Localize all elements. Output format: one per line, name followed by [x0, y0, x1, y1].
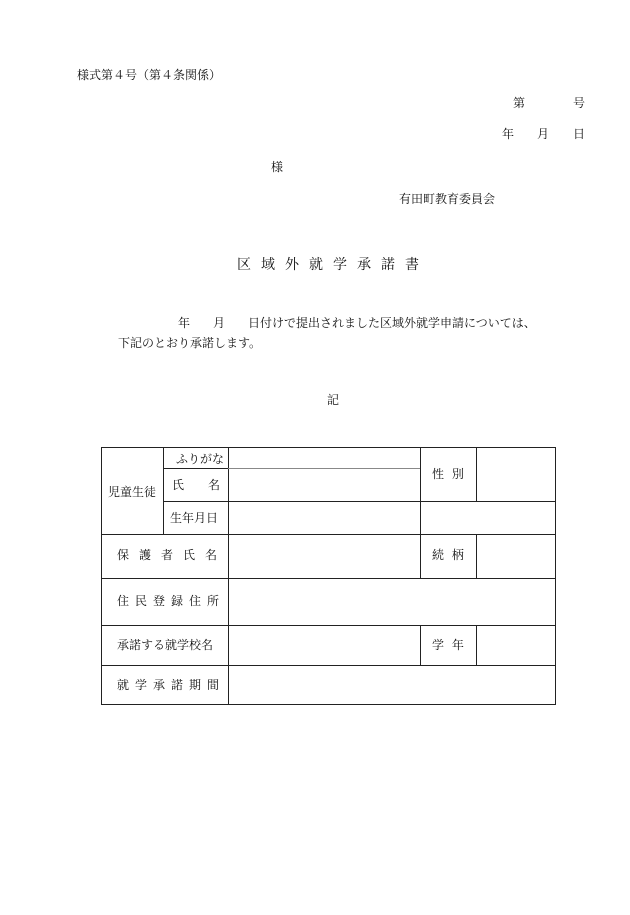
body-year-label: 年 — [178, 316, 191, 330]
document-number-suffix: 号 — [573, 96, 586, 110]
guardian-name-field[interactable] — [229, 535, 420, 578]
divider — [163, 448, 164, 534]
student-group-label: 児童生徒 — [108, 485, 157, 499]
date-month-label: 月 — [537, 127, 550, 141]
gender-field[interactable] — [477, 448, 555, 501]
relationship-label: 続 柄 — [432, 548, 466, 562]
document-title: 区域外就学承諾書 — [237, 257, 429, 273]
birthdate-label: 生年月日 — [170, 511, 219, 525]
body-text-line2: 下記のとおり承諾します。 — [118, 336, 262, 350]
period-label: 就学承諾期間 — [117, 678, 226, 692]
address-label: 住民登録住所 — [117, 594, 226, 608]
form-table — [101, 447, 556, 705]
relationship-field[interactable] — [477, 535, 555, 578]
school-name-label: 承諾する就学校名 — [117, 638, 214, 652]
divider — [163, 468, 228, 469]
school-name-field[interactable] — [229, 626, 420, 665]
period-field[interactable] — [229, 666, 555, 705]
divider — [420, 625, 421, 665]
document-number-label: 第 — [513, 96, 526, 110]
body-text-line1: 日付けで提出されました区域外就学申請については、 — [248, 316, 536, 330]
date-day-label: 日 — [573, 127, 586, 141]
furigana-label: ふりがな — [176, 452, 225, 466]
grade-label: 学 年 — [432, 638, 466, 652]
date-year-label: 年 — [502, 127, 515, 141]
addressee-suffix: 様 — [271, 160, 284, 174]
name-label-first: 氏 — [172, 478, 185, 492]
student-name-field[interactable] — [229, 469, 420, 501]
name-label-second: 名 — [208, 478, 221, 492]
address-field[interactable] — [229, 579, 555, 625]
body-month-label: 月 — [213, 316, 226, 330]
issuer-name: 有田町教育委員会 — [399, 192, 496, 206]
ki-heading: 記 — [327, 393, 340, 407]
grade-field[interactable] — [477, 626, 555, 665]
form-number: 様式第４号（第４条関係） — [77, 68, 222, 82]
guardian-name-label: 保護者氏名 — [117, 548, 228, 562]
furigana-field[interactable] — [229, 448, 420, 468]
gender-label: 性 別 — [432, 467, 466, 481]
birthdate-field[interactable] — [229, 502, 555, 534]
